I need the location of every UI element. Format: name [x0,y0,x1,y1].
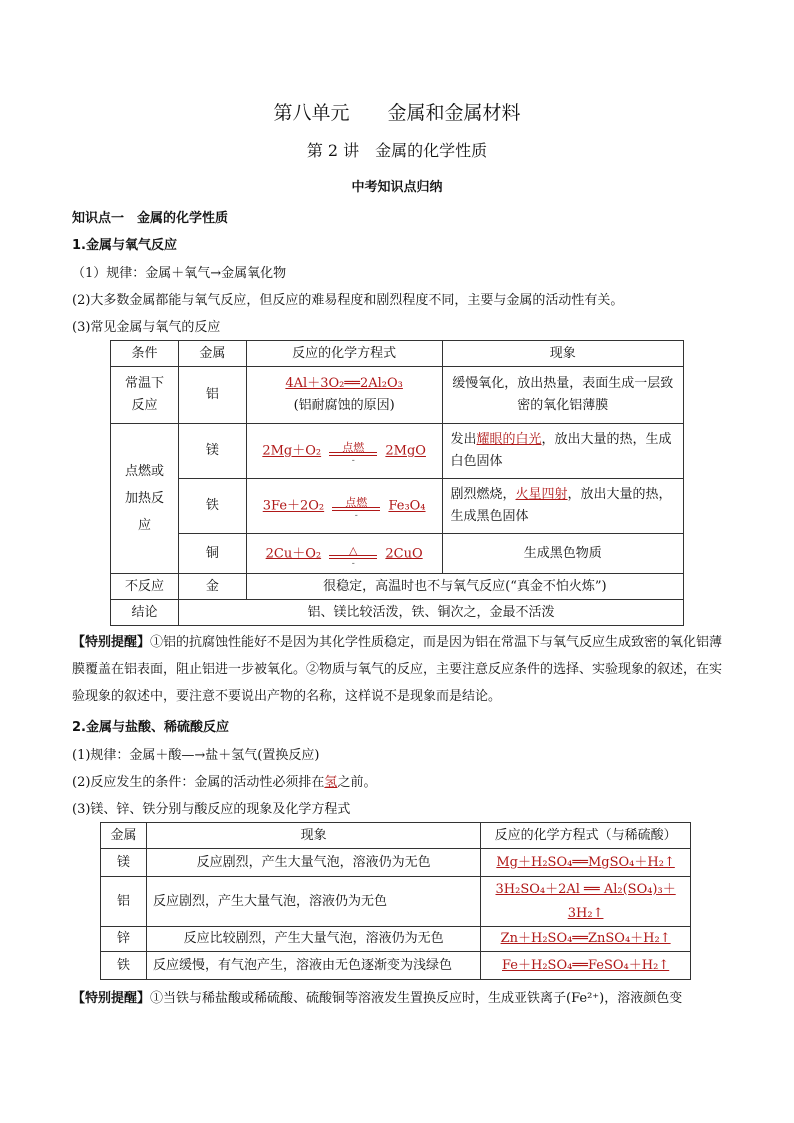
phenomenon-cell [442,479,684,534]
condition-cell: 常温下反应 [111,367,179,424]
dash-mark: - [351,558,355,569]
equation-note: (铝耐腐蚀的原因) [293,398,395,413]
equation-text: Fe＋H₂SO₄══FeSO₄＋H₂↑ [502,957,670,973]
phenomenon-cell: 缓慢氧化，放出热量，表面生成一层致密的氧化铝薄膜 [442,367,684,424]
equation-left: 2Cu＋O₂ [265,546,322,561]
equation-text: Mg＋H₂SO₄══MgSO₄＋H₂↑ [496,854,675,870]
reaction-condition: △ [349,543,358,557]
condition-text: (2)反应发生的条件：金属的活动性必须排在 [72,775,325,790]
acid-condition-line [72,771,376,790]
condition-cell: 结论 [111,600,179,626]
reaction-arrow [328,494,384,521]
table-header-row [111,341,684,367]
description-cell: 很稳定，高温时也不与氧气反应(“真金不怕火炼”) [246,574,683,600]
table-row [111,479,684,534]
knowledge-point-heading: 知识点一 金属的化学性质 [72,211,229,226]
metal-cell: 镁 [101,849,147,877]
header-cell: 金属 [178,341,246,367]
rule-line: （1）规律：金属＋氧气→金属氧化物 [72,266,287,281]
condition-cell [111,424,179,574]
note-label: 【特别提醒】 [72,991,151,1006]
special-note-1 [72,629,724,710]
equation-right: Fe₃O₄ [388,498,426,514]
phenomenon-cell: 生成黑色物质 [442,534,684,574]
lesson-title: 第 2 讲 金属的化学性质 [306,141,488,160]
header-cell: 条件 [111,341,179,367]
reaction-arrow [325,542,381,569]
header-cell: 金属 [101,823,147,849]
metal-cell: 铁 [101,952,147,980]
metal-cell: 铝 [178,367,246,424]
equation-left: 2Mg＋O₂ [262,443,322,459]
table-row [111,534,684,574]
oxygen-reaction-table [110,340,684,626]
table-header-row [101,823,691,849]
phenomenon-text: ，放出大量的热，生成白色固体 [450,432,672,469]
header-cell: 反应的化学方程式（与稀硫酸） [481,823,691,849]
metal-cell: 铝 [101,877,147,927]
phenomenon-highlight: 耀眼的白光 [476,432,542,447]
phenomenon-highlight: 火星四射 [515,487,568,502]
equation-cell [481,952,691,980]
reaction-condition: 点燃 [345,496,368,509]
phenomenon-text: 剧烈燃烧， [450,487,516,502]
conclusion-cell: 铝、镁比较活泼，铁、铜次之，金最不活泼 [178,600,683,626]
metal-cell: 铜 [178,534,246,574]
header-cell: 现象 [442,341,684,367]
phenomenon-cell: 反应剧烈，产生大量气泡，溶液仍为无色 [146,877,480,927]
condition-text: 点燃或加热反应 [124,464,164,533]
note-text: ①当铁与稀盐酸或稀硫酸、硫酸铜等溶液发生置换反应时，生成亚铁离子(Fe²⁺)，溶液颜色变 [150,991,683,1006]
explanation-line: (2)大多数金属都能与氧气反应，但反应的难易程度和剧烈程度不同，主要与金属的活动性有关。 [72,293,624,308]
metal-cell: 锌 [101,927,147,952]
metal-cell: 金 [178,574,246,600]
equation-cell [246,479,442,534]
subsection-heading-acid: 2.金属与盐酸、稀硫酸反应 [72,720,229,735]
phenomenon-text: 发出 [450,432,477,447]
table-row [111,367,684,424]
note-text: ①铝的抗腐蚀性能好不是因为其化学性质稳定，而是因为铝在常温下与氧气反应生成致密的氧化铝薄膜覆盖在铝表面，阻止铝进一步被氧化。②物质与氧气的反应，主要注意反应条件的选择、实验现象的叙述，在实验现象的叙述中，要注意不要说出产物的名称，这样说不是现象而是结论。 [72,635,723,704]
subsection-heading-oxygen: 1.金属与氧气反应 [72,238,177,253]
dash-mark: - [351,456,355,466]
table-row [101,877,691,927]
acid-rule-line: (1)规律：金属＋酸—→盐＋氢气(置换反应) [72,748,320,763]
condition-highlight: 氢 [324,775,338,790]
table-row [111,574,684,600]
table-row [101,927,691,952]
table-row [101,952,691,980]
equation-text: 4Al＋3O₂══2Al₂O₃ [285,376,403,391]
note-label: 【特别提醒】 [72,635,151,650]
table-row [111,600,684,626]
phenomenon-cell: 反应比较剧烈，产生大量气泡，溶液仍为无色 [146,927,480,952]
reaction-arrow [325,439,381,466]
header-cell: 现象 [146,823,480,849]
phenomenon-cell: 反应剧烈，产生大量气泡，溶液仍为无色 [146,849,480,877]
equation-text: Zn＋H₂SO₄══ZnSO₄＋H₂↑ [500,931,671,946]
condition-text: 之前。 [337,775,377,790]
table-row [111,424,684,479]
header-cell: 反应的化学方程式 [246,341,442,367]
section-heading: 中考知识点归纳 [351,180,443,195]
metal-cell: 铁 [178,479,246,534]
equation-right: 2CuO [385,546,423,561]
equation-cell [481,877,691,927]
equation-cell [481,849,691,877]
equation-right: 2MgO [385,443,426,459]
unit-title: 第八单元 金属和金属材料 [273,102,521,124]
special-note-2 [72,987,682,1006]
table-row [101,849,691,877]
metal-cell: 镁 [178,424,246,479]
acid-table-intro: (3)镁、锌、铁分别与酸反应的现象及化学方程式 [72,802,351,817]
equation-text: 3H₂SO₄＋2Al ══ Al₂(SO₄)₃＋3H₂↑ [495,881,676,921]
acid-reaction-table [100,822,691,980]
phenomenon-text: ，放出大量的热，生成黑色固体 [450,487,672,524]
phenomenon-cell: 反应缓慢，有气泡产生，溶液由无色逐渐变为浅绿色 [146,952,480,980]
dash-mark: - [354,511,358,521]
table-intro-line: (3)常见金属与氧气的反应 [72,320,221,335]
equation-left: 3Fe＋2O₂ [262,498,325,514]
equation-cell [246,534,442,574]
equation-cell [246,424,442,479]
reaction-condition: 点燃 [342,441,365,454]
phenomenon-cell [442,424,684,479]
equation-cell [481,927,691,952]
condition-cell: 不反应 [111,574,179,600]
equation-cell [246,367,442,424]
